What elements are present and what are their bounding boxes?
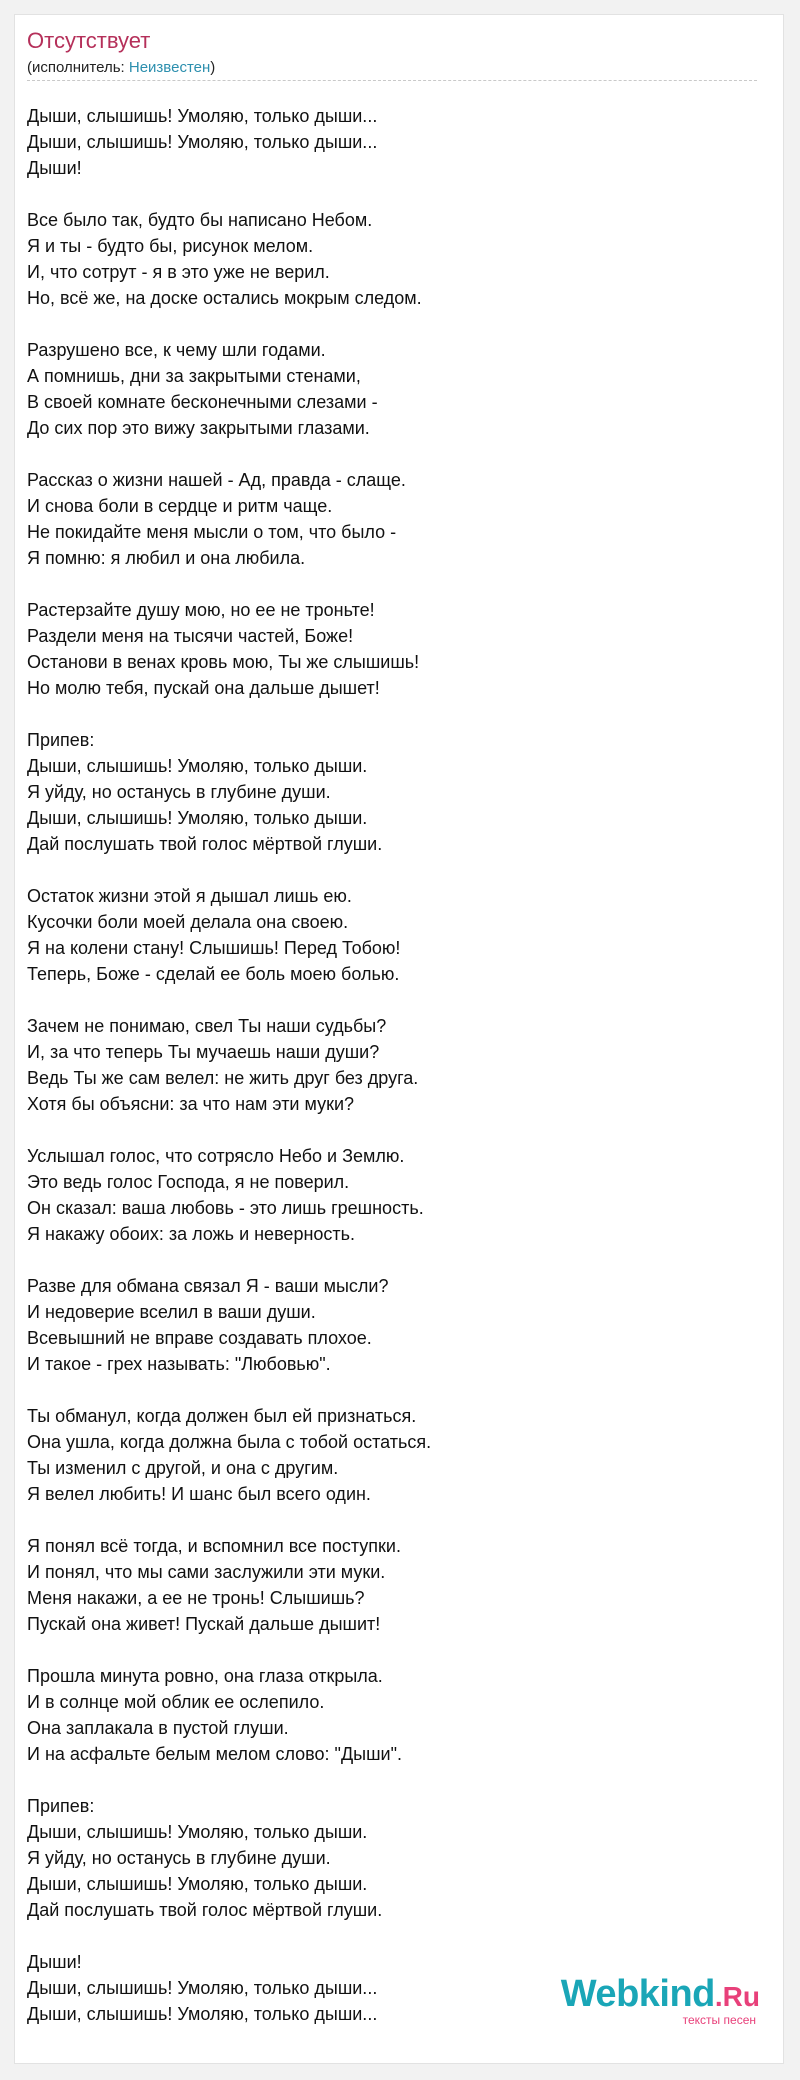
lyrics-line: Не покидайте меня мысли о том, что было - (27, 522, 397, 542)
lyrics-line: Остаток жизни этой я дышал лишь ею. (27, 886, 352, 906)
lyrics-stanza (27, 1533, 757, 1637)
lyrics-line: И такое - грех называть: "Любовью". (27, 1354, 331, 1374)
lyrics-line: Меня накажи, а ее не тронь! Слышишь? (27, 1588, 365, 1608)
lyrics-line: Я понял всё тогда, и вспомнил все поступки. (27, 1536, 401, 1556)
lyrics-line: Он сказал: ваша любовь - это лишь грешность. (27, 1198, 424, 1218)
lyrics-line: Раздели меня на тысячи частей, Боже! (27, 626, 354, 646)
lyrics-line: Я накажу обоих: за ложь и неверность. (27, 1224, 356, 1244)
lyrics-stanza (27, 1403, 757, 1507)
logo-name: Webkind (560, 1973, 715, 2015)
lyrics-body (27, 103, 757, 2053)
lyrics-line: Дыши, слышишь! Умоляю, только дыши. (27, 756, 368, 776)
lyrics-line: Прошла минута ровно, она глаза открыла. (27, 1666, 383, 1686)
lyrics-line: Я и ты - будто бы, рисунок мелом. (27, 236, 314, 256)
lyrics-line: Зачем не понимаю, свел Ты наши судьбы? (27, 1016, 387, 1036)
site-logo[interactable] (561, 1975, 760, 2026)
lyrics-line: Ведь Ты же сам велел: не жить друг без друга. (27, 1068, 419, 1088)
lyrics-line: Дай послушать твой голос мёртвой глуши. (27, 1900, 383, 1920)
lyrics-line: Ты изменил с другой, и она с другим. (27, 1458, 339, 1478)
lyrics-line: Услышал голос, что сотрясло Небо и Землю. (27, 1146, 405, 1166)
lyrics-line: Дыши, слышишь! Умоляю, только дыши. (27, 1874, 368, 1894)
lyrics-line: Она ушла, когда должна была с тобой остаться. (27, 1432, 432, 1452)
logo-tagline: тексты песен (682, 2013, 756, 2027)
lyrics-line: Растерзайте душу мою, но ее не троньте! (27, 600, 375, 620)
lyrics-line: Припев: (27, 1796, 95, 1816)
lyrics-line: И понял, что мы сами заслужили эти муки. (27, 1562, 386, 1582)
artist-suffix: ) (210, 59, 216, 76)
lyrics-line: И снова боли в сердце и ритм чаще. (27, 496, 333, 516)
lyrics-line: Хотя бы объясни: за что нам эти муки? (27, 1094, 355, 1114)
lyrics-line: И на асфальте белым мелом слово: "Дыши". (27, 1744, 402, 1764)
lyrics-line: Ты обманул, когда должен был ей признаться. (27, 1406, 417, 1426)
lyrics-line: Припев: (27, 730, 95, 750)
lyrics-stanza (27, 727, 757, 857)
artist-line (27, 60, 215, 75)
lyrics-stanza (27, 467, 757, 571)
lyrics-line: Я на колени стану! Слышишь! Перед Тобою! (27, 938, 401, 958)
lyrics-line: Дыши, слышишь! Умоляю, только дыши. (27, 808, 368, 828)
divider (27, 80, 757, 81)
lyrics-line: Дыши, слышишь! Умоляю, только дыши... (27, 132, 378, 152)
lyrics-line: Я уйду, но останусь в глубине души. (27, 1848, 331, 1868)
lyrics-line: Теперь, Боже - сделай ее боль моею болью. (27, 964, 400, 984)
lyrics-stanza (27, 1143, 757, 1247)
lyrics-line: Всевышний не вправе создавать плохое. (27, 1328, 372, 1348)
lyrics-line: Разрушено все, к чему шли годами. (27, 340, 326, 360)
lyrics-line: Дыши, слышишь! Умоляю, только дыши... (27, 106, 378, 126)
artist-link[interactable]: Неизвестен (128, 59, 211, 76)
lyrics-stanza (27, 1793, 757, 1923)
lyrics-line: До сих пор это вижу закрытыми глазами. (27, 418, 370, 438)
lyrics-stanza (27, 1273, 757, 1377)
lyrics-line: Пускай она живет! Пускай дальше дышит! (27, 1614, 381, 1634)
lyrics-line: Но молю тебя, пускай она дальше дышет! (27, 678, 380, 698)
lyrics-line: Останови в венах кровь мою, Ты же слышишь! (27, 652, 420, 672)
lyrics-line: Рассказ о жизни нашей - Ад, правда - слаще. (27, 470, 406, 490)
lyrics-stanza (27, 1663, 757, 1767)
logo-tld: .Ru (714, 1981, 760, 2012)
lyrics-line: Я помню: я любил и она любила. (27, 548, 306, 568)
lyrics-stanza (27, 337, 757, 441)
lyrics-line: Дыши! (27, 158, 82, 178)
lyrics-stanza (27, 597, 757, 701)
lyrics-line: И, за что теперь Ты мучаешь наши души? (27, 1042, 380, 1062)
lyrics-stanza (27, 207, 757, 311)
lyrics-line: И недоверие вселил в ваши души. (27, 1302, 316, 1322)
lyrics-line: Дыши! (27, 1952, 82, 1972)
lyrics-line: А помнишь, дни за закрытыми стенами, (27, 366, 361, 386)
lyrics-line: Но, всё же, на доске остались мокрым следом. (27, 288, 422, 308)
lyrics-stanza (27, 103, 757, 181)
lyrics-line: Кусочки боли моей делала она своею. (27, 912, 349, 932)
lyrics-line: В своей комнате бесконечными слезами - (27, 392, 378, 412)
lyrics-line: Дай послушать твой голос мёртвой глуши. (27, 834, 383, 854)
lyrics-line: Она заплакала в пустой глуши. (27, 1718, 289, 1738)
lyrics-stanza (27, 883, 757, 987)
song-title: Отсутствует (27, 28, 151, 53)
lyrics-line: Разве для обмана связал Я - ваши мысли? (27, 1276, 389, 1296)
lyrics-line: И в солнце мой облик ее ослепило. (27, 1692, 325, 1712)
lyrics-line: Это ведь голос Господа, я не поверил. (27, 1172, 350, 1192)
artist-prefix: (исполнитель: (27, 59, 129, 76)
lyrics-line: Дыши, слышишь! Умоляю, только дыши. (27, 1822, 368, 1842)
lyrics-line: И, что сотрут - я в это уже не верил. (27, 262, 330, 282)
lyrics-line: Дыши, слышишь! Умоляю, только дыши... (27, 2004, 378, 2024)
lyrics-line: Дыши, слышишь! Умоляю, только дыши... (27, 1978, 378, 1998)
lyrics-line: Я велел любить! И шанс был всего один. (27, 1484, 371, 1504)
lyrics-stanza (27, 1013, 757, 1117)
lyrics-line: Все было так, будто бы написано Небом. (27, 210, 373, 230)
lyrics-line: Я уйду, но останусь в глубине души. (27, 782, 331, 802)
